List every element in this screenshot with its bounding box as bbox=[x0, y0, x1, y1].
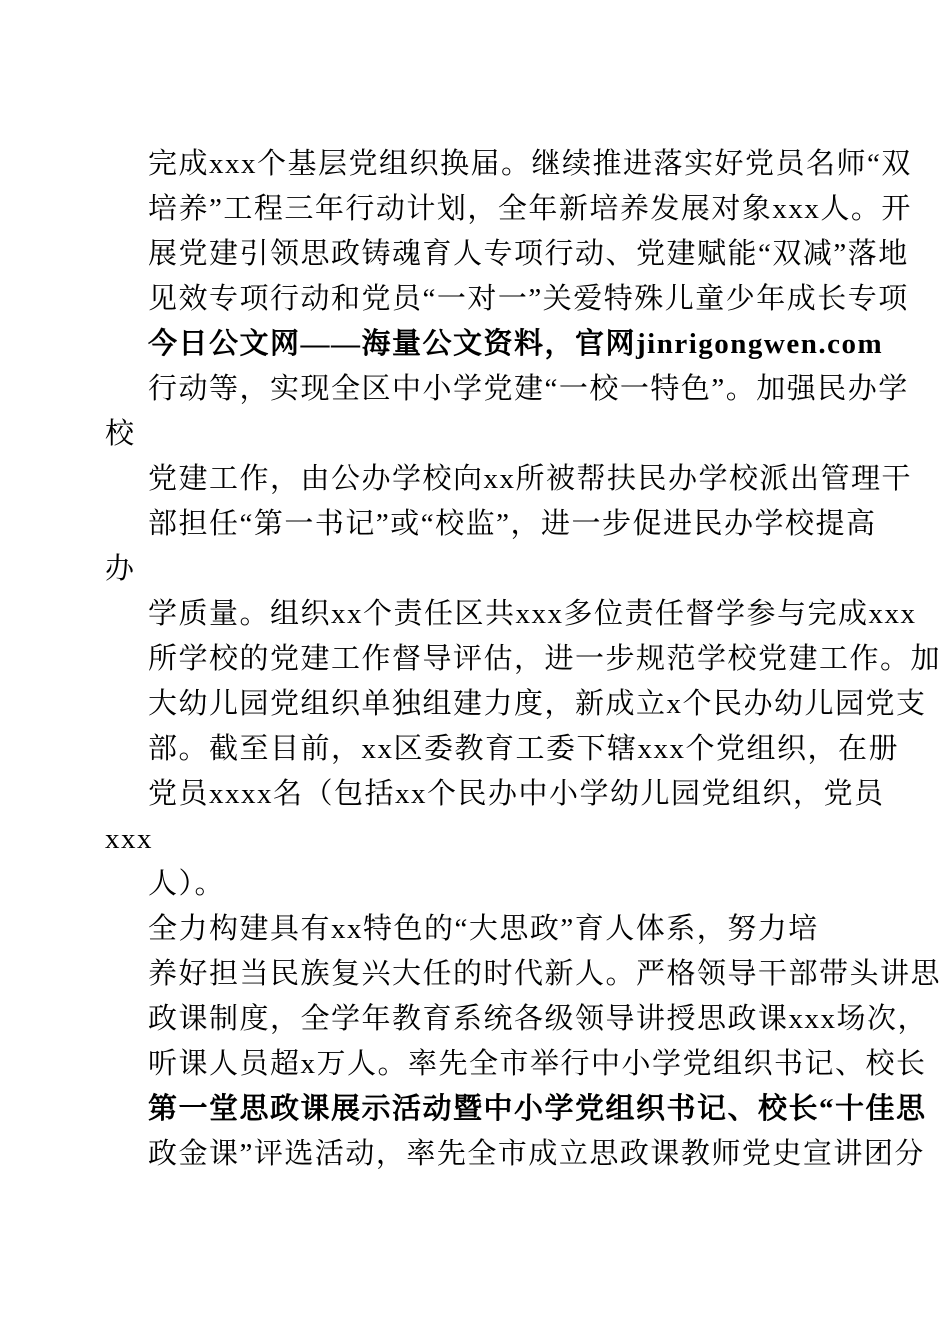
document-line-bold: 第一堂思政课展示活动暨中小学党组织书记、校长“十佳思 bbox=[148, 1093, 927, 1125]
document-line: 部担任“第一书记”或“校监”，进一步促进民办学校提高 bbox=[148, 508, 877, 540]
document-line: 部。截至目前，xx区委教育工委下辖xxx个党组织，在册 bbox=[148, 733, 900, 765]
document-line: 完成xxx个基层党组织换届。继续推进落实好党员名师“双 bbox=[148, 148, 912, 180]
document-line: 学质量。组织xx个责任区共xxx多位责任督学参与完成xxx bbox=[148, 598, 917, 630]
document-line: 行动等，实现全区中小学党建“一校一特色”。加强民办学 bbox=[148, 373, 909, 405]
document-line: 政金课”评选活动，率先全市成立思政课教师党史宣讲团分 bbox=[148, 1138, 925, 1170]
document-line-hanging-char: 校 bbox=[105, 418, 136, 450]
document-line: 展党建引领思政铸魂育人专项行动、党建赋能“双减”落地 bbox=[148, 238, 909, 270]
document-line: 大幼儿园党组织单独组建力度，新成立x个民办幼儿园党支 bbox=[148, 688, 927, 720]
document-line: 见效专项行动和党员“一对一”关爱特殊儿童少年成长专项 bbox=[148, 283, 909, 315]
document-line: 全力构建具有xx特色的“大思政”育人体系，努力培 bbox=[148, 913, 819, 945]
watermark-line: 今日公文网——海量公文资料，官网jinrigongwen.com bbox=[148, 328, 884, 360]
document-line-hanging-chars: xxx bbox=[105, 823, 153, 855]
document-line-hanging-char: 办 bbox=[105, 553, 136, 585]
document-line: 培养”工程三年行动计划，全年新培养发展对象xxx人。开 bbox=[148, 193, 912, 225]
document-line: 养好担当民族复兴大任的时代新人。严格领导干部带头讲思 bbox=[148, 958, 942, 990]
document-line: 党员xxxx名（包括xx个民办中小学幼儿园党组织，党员 bbox=[148, 778, 885, 810]
document-line: 政课制度，全学年教育系统各级领导讲授思政课xxx场次， bbox=[148, 1003, 929, 1035]
document-line: 所学校的党建工作督导评估，进一步规范学校党建工作。加 bbox=[148, 643, 942, 675]
document-line: 人）。 bbox=[148, 868, 226, 900]
document-line: 听课人员超x万人。率先全市举行中小学党组织书记、校长 bbox=[148, 1048, 927, 1080]
document-line: 党建工作，由公办学校向xx所被帮扶民办学校派出管理干 bbox=[148, 463, 913, 495]
